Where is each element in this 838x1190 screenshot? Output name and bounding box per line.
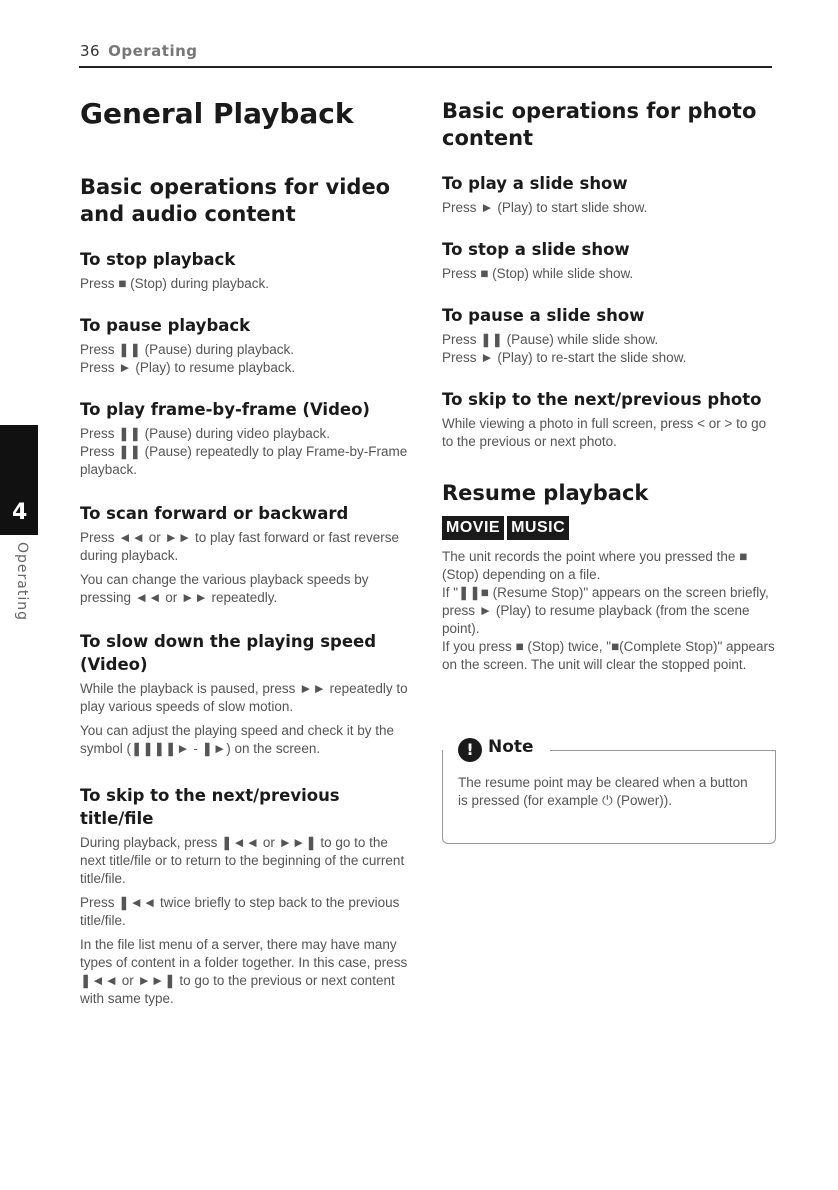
- slide-pause-text-2: Press ► (Play) to re-start the slide show.: [442, 350, 687, 366]
- pause-text-2: Press ► (Play) to resume playback.: [80, 360, 296, 376]
- resume-text-3: If you press ■ (Stop) twice, "■(Complete Stop)" appears on the screen. The unit will clear the stopped point.: [442, 639, 775, 672]
- skip-text-2: Press ❚◄◄ twice briefly to step back to the previous title/file.: [80, 895, 400, 929]
- movie-badge: MOVIE: [442, 516, 504, 540]
- chapter-tab: [0, 425, 38, 535]
- chapter-label: Operating: [14, 542, 30, 621]
- page-number: 36: [80, 42, 101, 60]
- note-box: [442, 736, 776, 844]
- note-text: The resume point may be cleared when a button is pressed (for example ⏻ (Power)).: [458, 775, 748, 808]
- photo-heading: Basic operations for photo content: [442, 99, 757, 151]
- scan-heading: To scan forward or backward: [80, 504, 349, 523]
- slow-text-1: While the playback is paused, press ►► repeatedly to play various speeds of slow motion.: [80, 681, 408, 715]
- frame-text-1: Press ❚❚ (Pause) during video playback.: [80, 426, 330, 442]
- slide-play-text: Press ► (Play) to start slide show.: [442, 200, 648, 216]
- music-badge: MUSIC: [507, 516, 569, 540]
- stop-text: Press ■ (Stop) during playback.: [80, 276, 269, 292]
- slide-pause-text-1: Press ❚❚ (Pause) while slide show.: [442, 332, 659, 348]
- video-audio-heading: Basic operations for video and audio content: [80, 175, 391, 227]
- skip-photo-text: While viewing a photo in full screen, press < or > to go to the previous or next photo.: [442, 416, 767, 450]
- pause-heading: To pause playback: [80, 316, 251, 335]
- scan-text-2: You can change the various playback speeds by pressing ◄◄ or ►► repeatedly.: [80, 572, 369, 606]
- header-section: Operating: [108, 42, 198, 60]
- slow-heading: To slow down the playing speed (Video): [80, 632, 377, 675]
- stop-heading: To stop playback: [80, 250, 236, 269]
- pause-text-1: Press ❚❚ (Pause) during playback.: [80, 342, 294, 358]
- slide-play-heading: To play a slide show: [442, 174, 628, 193]
- exclamation-icon: !: [458, 738, 482, 762]
- resume-text-2: If "❚❚■ (Resume Stop)" appears on the screen briefly, press ► (Play) to resume playback (from the scene point).: [442, 585, 769, 636]
- slide-stop-text: Press ■ (Stop) while slide show.: [442, 266, 634, 282]
- skip-heading: To skip to the next/previous title/file: [80, 786, 340, 829]
- page-title: General Playback: [80, 97, 354, 130]
- page-header: [80, 42, 198, 60]
- frame-text-2: Press ❚❚ (Pause) repeatedly to play Frame-by-Frame playback.: [80, 444, 408, 478]
- resume-text-1: The unit records the point where you pressed the ■ (Stop) depending on a file.: [442, 549, 748, 582]
- header-rule: [79, 66, 772, 68]
- note-top-line: [550, 750, 776, 751]
- note-title: Note: [488, 737, 542, 757]
- chapter-number: 4: [12, 500, 28, 525]
- skip-photo-heading: To skip to the next/previous photo: [442, 390, 762, 409]
- scan-text-1: Press ◄◄ or ►► to play fast forward or fast reverse during playback.: [80, 530, 400, 564]
- frame-heading: To play frame-by-frame (Video): [80, 400, 370, 419]
- slow-text-2: You can adjust the playing speed and check it by the symbol (❚❚❚❚► - ❚►) on the screen.: [80, 723, 394, 757]
- content-badges: [442, 516, 777, 540]
- resume-heading: Resume playback: [442, 481, 649, 505]
- skip-text-3: In the file list menu of a server, there may have many types of content in a folder together. In this case, press ❚◄◄ or ►►❚ to go to the previous or next content with same type.: [80, 937, 408, 1007]
- skip-text-1: During playback, press ❚◄◄ or ►►❚ to go to the next title/file or to return to the beginning of the current title/file.: [80, 835, 405, 887]
- slide-pause-heading: To pause a slide show: [442, 306, 645, 325]
- slide-stop-heading: To stop a slide show: [442, 240, 630, 259]
